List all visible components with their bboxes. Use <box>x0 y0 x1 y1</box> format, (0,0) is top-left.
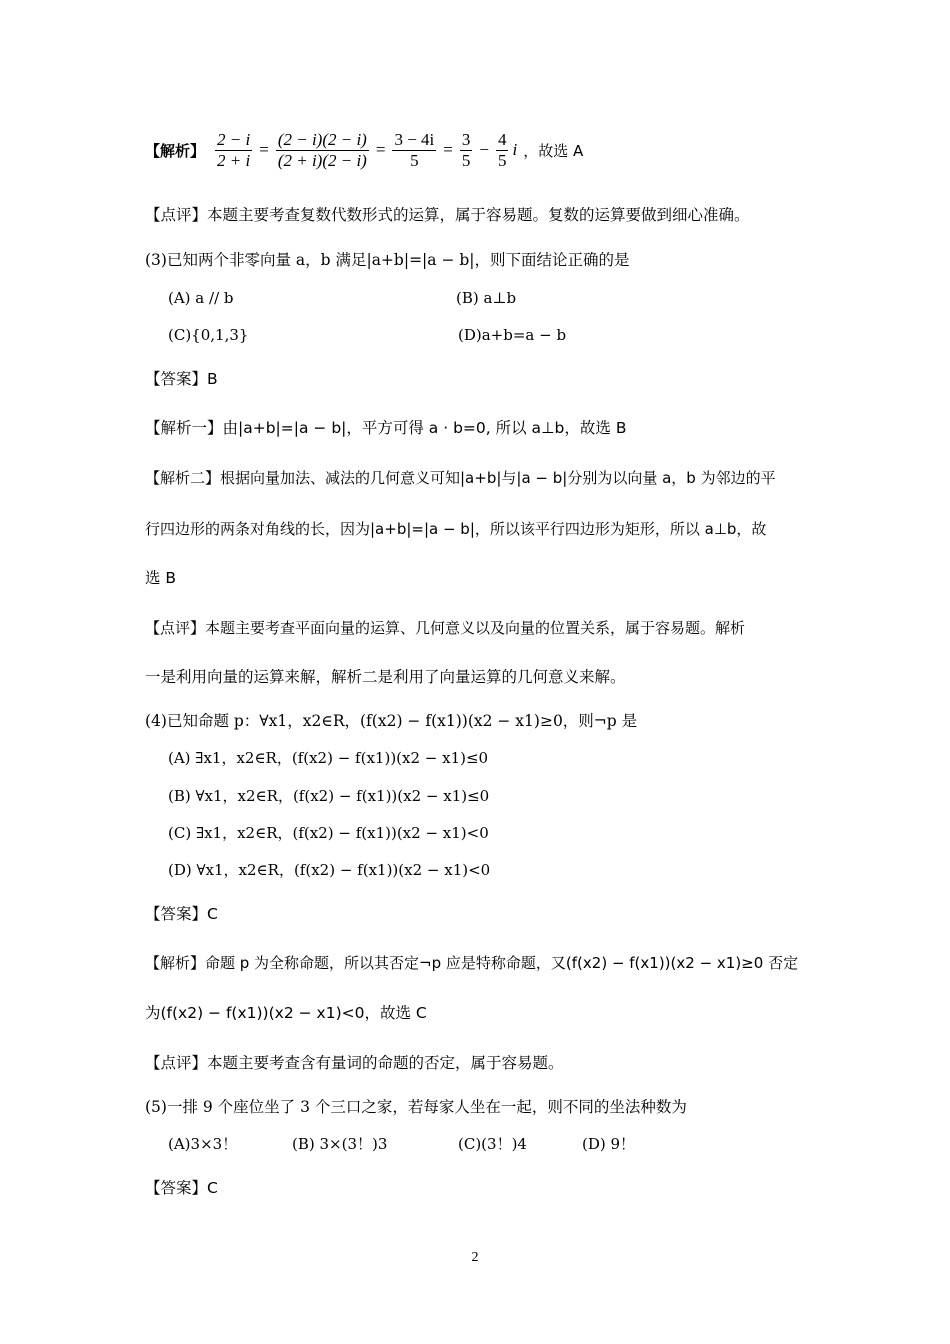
fraction-1: $\frac{2 - i}{2 + i}$ <box>217 129 251 170</box>
question-4-solution-line-1: 【解析】命题 p 为全称命题，所以其否定¬p 应是特称命题，又(f(x2) − f(x1))(x2 − x1)≥0 否定 <box>145 954 799 972</box>
equals-sign: = <box>259 140 269 159</box>
question-3-solution-1: 【解析一】由|a+b|=|a − b|，平方可得 a · b=0, 所以 a⊥b，故选 B <box>145 419 627 437</box>
question-3-option-c: (C){0,1,3} <box>168 326 249 344</box>
question-3-comment-line-2: 一是利用向量的运算来解，解析二是利用了向量运算的几何意义来解。 <box>145 668 626 686</box>
question-3-option-b: (B) a⊥b <box>456 289 517 307</box>
question-4-solution-line-2: 为(f(x2) − f(x1))(x2 − x1)<0，故选 C <box>145 1004 427 1022</box>
equals-sign: = <box>443 140 453 159</box>
fraction-3: $\frac{3 - 4i}{5}$ <box>394 129 435 170</box>
question-5-option-b: (B) 3×(3！)3 <box>292 1135 388 1153</box>
question-4-answer: 【答案】C <box>145 905 218 923</box>
question-4-option-c: (C) ∃x1，x2∈R，(f(x2) − f(x1))(x2 − x1)<0 <box>168 824 489 842</box>
question-5-option-c: (C)(3！)4 <box>458 1135 527 1153</box>
question-4-option-a: (A) ∃x1，x2∈R，(f(x2) − f(x1))(x2 − x1)≤0 <box>168 749 489 767</box>
solution-tag: 【解析】 <box>145 141 206 160</box>
question-5-stem: (5)一排 9 个座位坐了 3 个三口之家，若每家人坐在一起，则不同的坐法种数为 <box>145 1098 687 1116</box>
question-3-solution-2-line-3: 选 B <box>145 569 177 587</box>
question-3-solution-2-line-2: 行四边形的两条对角线的长，因为|a+b|=|a − b|，所以该平行四边形为矩形，所以 a⊥b，故 <box>145 520 767 538</box>
question-5-option-a: (A)3×3！ <box>168 1135 238 1153</box>
comment-q2: 【点评】本题主要考查复数代数形式的运算，属于容易题。复数的运算要做到细心准确。 <box>145 206 750 224</box>
question-3-option-a: (A) a // b <box>168 289 234 307</box>
solution-tail: ，故选 A <box>523 141 584 160</box>
imaginary-unit: i <box>512 140 518 159</box>
minus-sign: − <box>479 140 489 159</box>
equals-sign: = <box>375 140 386 159</box>
question-3-answer: 【答案】B <box>145 370 218 388</box>
solution-fraction-chain <box>145 126 583 174</box>
question-4-option-b: (B) ∀x1，x2∈R，(f(x2) − f(x1))(x2 − x1)≤0 <box>168 787 490 805</box>
fraction-2: $\frac{(2 - i)(2 - i)}{(2 + i)(2 - i)}$ <box>277 129 367 170</box>
question-3-option-d: (D)a+b=a − b <box>458 326 567 344</box>
question-5-answer: 【答案】C <box>145 1179 218 1197</box>
question-3-comment-line-1: 【点评】本题主要考查平面向量的运算、几何意义以及向量的位置关系，属于容易题。解析 <box>145 619 746 637</box>
fraction-5: $\frac{4}{5}$ <box>497 129 507 170</box>
question-4-option-d: (D) ∀x1，x2∈R，(f(x2) − f(x1))(x2 − x1)<0 <box>168 861 491 879</box>
question-3-solution-2-line-1: 【解析二】根据向量加法、减法的几何意义可知|a+b|与|a − b|分别为以向量 a，b 为邻边的平 <box>145 469 776 487</box>
page-number: 2 <box>471 1250 479 1265</box>
fraction-4: $\frac{3}{5}$ <box>461 129 471 170</box>
question-5-option-d: (D) 9！ <box>582 1135 636 1153</box>
question-4-comment: 【点评】本题主要考查含有量词的命题的否定，属于容易题。 <box>145 1054 564 1072</box>
question-4-stem: (4)已知命题 p：∀x1，x2∈R，(f(x2) − f(x1))(x2 − x1)≥0，则¬p 是 <box>145 712 638 730</box>
question-3-stem: (3)已知两个非零向量 a，b 满足|a+b|=|a − b|，则下面结论正确的是 <box>145 251 630 269</box>
